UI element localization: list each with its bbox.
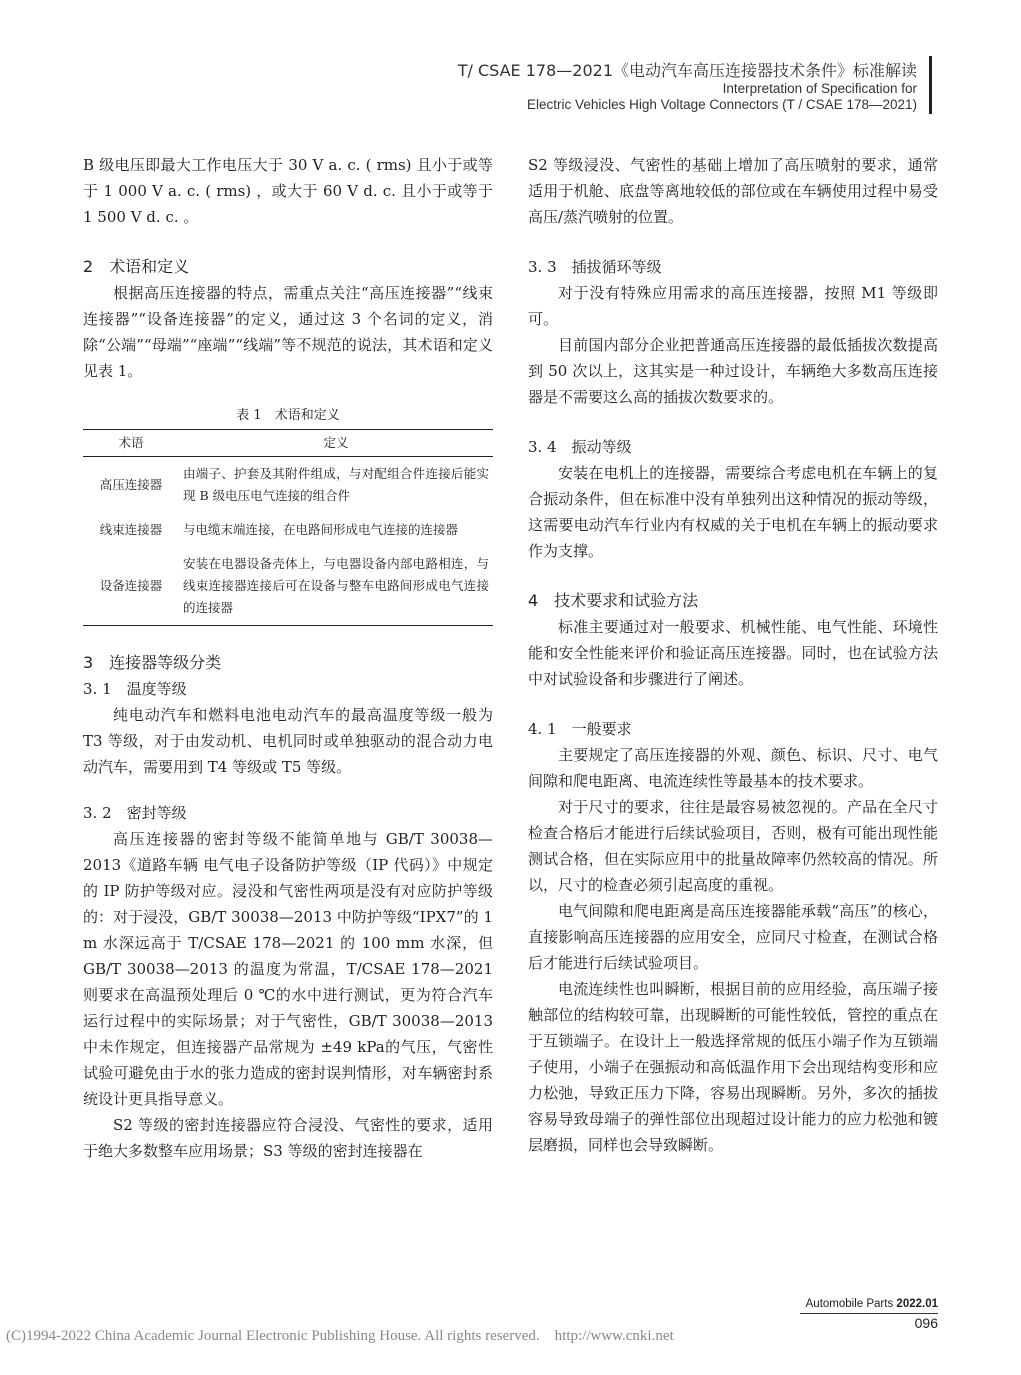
paragraph-general-requirements-2: 对于尺寸的要求，往往是最容易被忽视的。产品在全尺寸检查合格后才能进行后续试验项目，否则，极有可能出现性能测试合格，但在实际应用中的批量故障率仍然较高的情况。所以，尺寸的检查必须引起高度的重视。 xyxy=(528,798,938,894)
section-heading-4: 4 技术要求和试验方法 xyxy=(528,591,699,610)
table-cell-definition: 安装在电器设备壳体上，与电器设备内部电路相连，与线束连接器连接后可在设备与整车电路间形成电气连接的连接器 xyxy=(183,556,489,615)
paragraph-general-requirements-1: 主要规定了高压连接器的外观、颜色、标识、尺寸、电气间隙和爬电距离、电流连续性等最基本的技术要求。 xyxy=(528,746,938,790)
page-number: 096 xyxy=(914,1315,938,1331)
header-vertical-bar xyxy=(929,56,932,114)
running-header-title: T/ CSAE 178—2021《电动汽车高压连接器技术条件》标准解读 xyxy=(457,61,917,80)
table-cell-term: 线束连接器 xyxy=(99,522,163,537)
paragraph-vibration-class: 安装在电机上的连接器，需要综合考虑电机在车辆上的复合振动条件，但在标准中没有单独列出这种情况的振动等级，这需要电动汽车行业内有权威的关于电机在车辆上的振动要求作为支撑。 xyxy=(528,464,938,560)
paragraph-sealing-s2-s3: S2 等级的密封连接器应符合浸没、气密性的要求，适用于绝大多数整车应用场景；S3 等级的密封连接器在 xyxy=(83,1116,493,1160)
running-header-english-line-2: Electric Vehicles High Voltage Connectors (T / CSAE 178—2021) xyxy=(527,97,917,112)
paragraph-technical-requirements: 标准主要通过对一般要求、机械性能、电气性能、环境性能和安全性能来评价和验证高压连接器。同时，也在试验方法中对试验设备和步骤进行了阐述。 xyxy=(528,618,938,688)
journal-footer xyxy=(806,1298,938,1310)
subsection-heading-3-1: 3. 1 温度等级 xyxy=(83,680,187,698)
subsection-heading-3-4: 3. 4 振动等级 xyxy=(528,438,632,456)
paragraph-terms: 根据高压连接器的特点，需重点关注“高压连接器”“线束连接器”“设备连接器”的定义，通过这 3 个名词的定义，消除“公端”“母端”“座端”“线端”等不规范的说法，其术语和定义见表 1。 xyxy=(83,284,493,380)
table-row xyxy=(83,457,493,514)
paragraph-temperature-class: 纯电动汽车和燃料电池电动汽车的最高温度等级一般为 T3 等级，对于由发动机、电机同时或单独驱动的混合动力电动汽车，需要用到 T4 等级或 T5 等级。 xyxy=(83,706,493,776)
table-cell-definition: 由端子、护套及其附件组成，与对配组合件连接后能实现 B 级电压电气连接的组合件 xyxy=(183,466,489,503)
paragraph-general-requirements-3: 电气间隙和爬电距离是高压连接器能承载“高压”的核心，直接影响高压连接器的应用安全，应同尺寸检查，在测试合格后才能进行后续试验项目。 xyxy=(528,902,938,972)
paragraph-mating-cycles-2: 目前国内部分企业把普通高压连接器的最低插拔次数提高到 50 次以上，这其实是一种过设计，车辆绝大多数高压连接器是不需要这么高的插拔次数要求的。 xyxy=(528,336,938,406)
table-row xyxy=(83,547,493,626)
subsection-heading-3-3: 3. 3 插拔循环等级 xyxy=(528,258,662,276)
table-cell-term: 高压连接器 xyxy=(99,477,163,492)
table-header-term: 术语 xyxy=(83,430,179,457)
section-heading-3: 3 连接器等级分类 xyxy=(83,653,222,672)
running-header-english-line-1: Interpretation of Specification for xyxy=(722,81,917,96)
section-heading-2: 2 术语和定义 xyxy=(83,257,190,276)
table-row xyxy=(83,513,493,547)
table-header-definition: 定义 xyxy=(179,430,493,457)
subsection-heading-3-2: 3. 2 密封等级 xyxy=(83,804,187,822)
table-cell-definition: 与电缆末端连接，在电路间形成电气连接的连接器 xyxy=(183,522,459,537)
journal-name: Automobile Parts xyxy=(805,1298,894,1310)
left-column xyxy=(83,152,493,1164)
terms-table xyxy=(83,429,493,626)
table-cell-term: 设备连接器 xyxy=(99,578,163,593)
journal-issue: 2022.01 xyxy=(896,1298,938,1310)
paragraph-general-requirements-4: 电流连续性也叫瞬断，根据目前的应用经验，高压端子接触部位的结构较可靠，出现瞬断的可能性较低，管控的重点在于互锁端子。在设计上一般选择常规的低压小端子作为互锁端子使用，小端子在强振动和高低温作用下会出现结构变形和应力松弛，导致正压力下降，容易出现瞬断。另外，多次的插拔容易导致母端子的弹性部位出现超过设计能力的应力松弛和镀层磨损，同样也会导致瞬断。 xyxy=(528,980,938,1154)
right-column xyxy=(528,152,938,1158)
subsection-heading-4-1: 4. 1 一般要求 xyxy=(528,720,632,738)
paragraph-sealing-continued: S2 等级浸没、气密性的基础上增加了高压喷射的要求，通常适用于机舱、底盘等离地较低的部位或在车辆使用过程中易受高压/蒸汽喷射的位置。 xyxy=(528,156,938,226)
paragraph-mating-cycles-1: 对于没有特殊应用需求的高压连接器，按照 M1 等级即可。 xyxy=(528,284,938,328)
paragraph-sealing-class: 高压连接器的密封等级不能简单地与 GB/T 30038—2013《道路车辆 电气电子设备防护等级（IP 代码）》中规定的 IP 防护等级对应。浸没和气密性两项是没有对应防护等级的：对于浸没，GB/T 30038—2013 中防护等级“IPX7”的 1 m 水深远高于 T/CSAE 178—2021 的 100 mm 水深，但 GB/T 30038—2013 的温度为常温，T/CSAE 178—2021 则要求在高温预处理后 0 ℃的水中进行测试，更为符合汽车运行过程中的实际场景；对于气密性，GB/T 30038—2013中未作规定，但连接器产品常规为 ±49 kPa的气压，气密性试验可避免由于水的张力造成的密封误判情形，对车辆密封系统设计更具指导意义。 xyxy=(83,830,493,1108)
copyright-watermark: (C)1994-2022 China Academic Journal Electronic Publishing House. All rights reserved. http://www.cnki.net xyxy=(6,1328,674,1344)
footer-rule xyxy=(800,1313,938,1314)
table-header-row xyxy=(83,430,493,457)
table-caption: 表 1 术语和定义 xyxy=(236,408,340,423)
paragraph-b-class-voltage: B 级电压即最大工作电压大于 30 V a. c. ( rms) 且小于或等于 1 000 V a. c. ( rms) ，或大于 60 V d. c. 且小于或等于 1 500 V d. c. 。 xyxy=(83,156,493,226)
